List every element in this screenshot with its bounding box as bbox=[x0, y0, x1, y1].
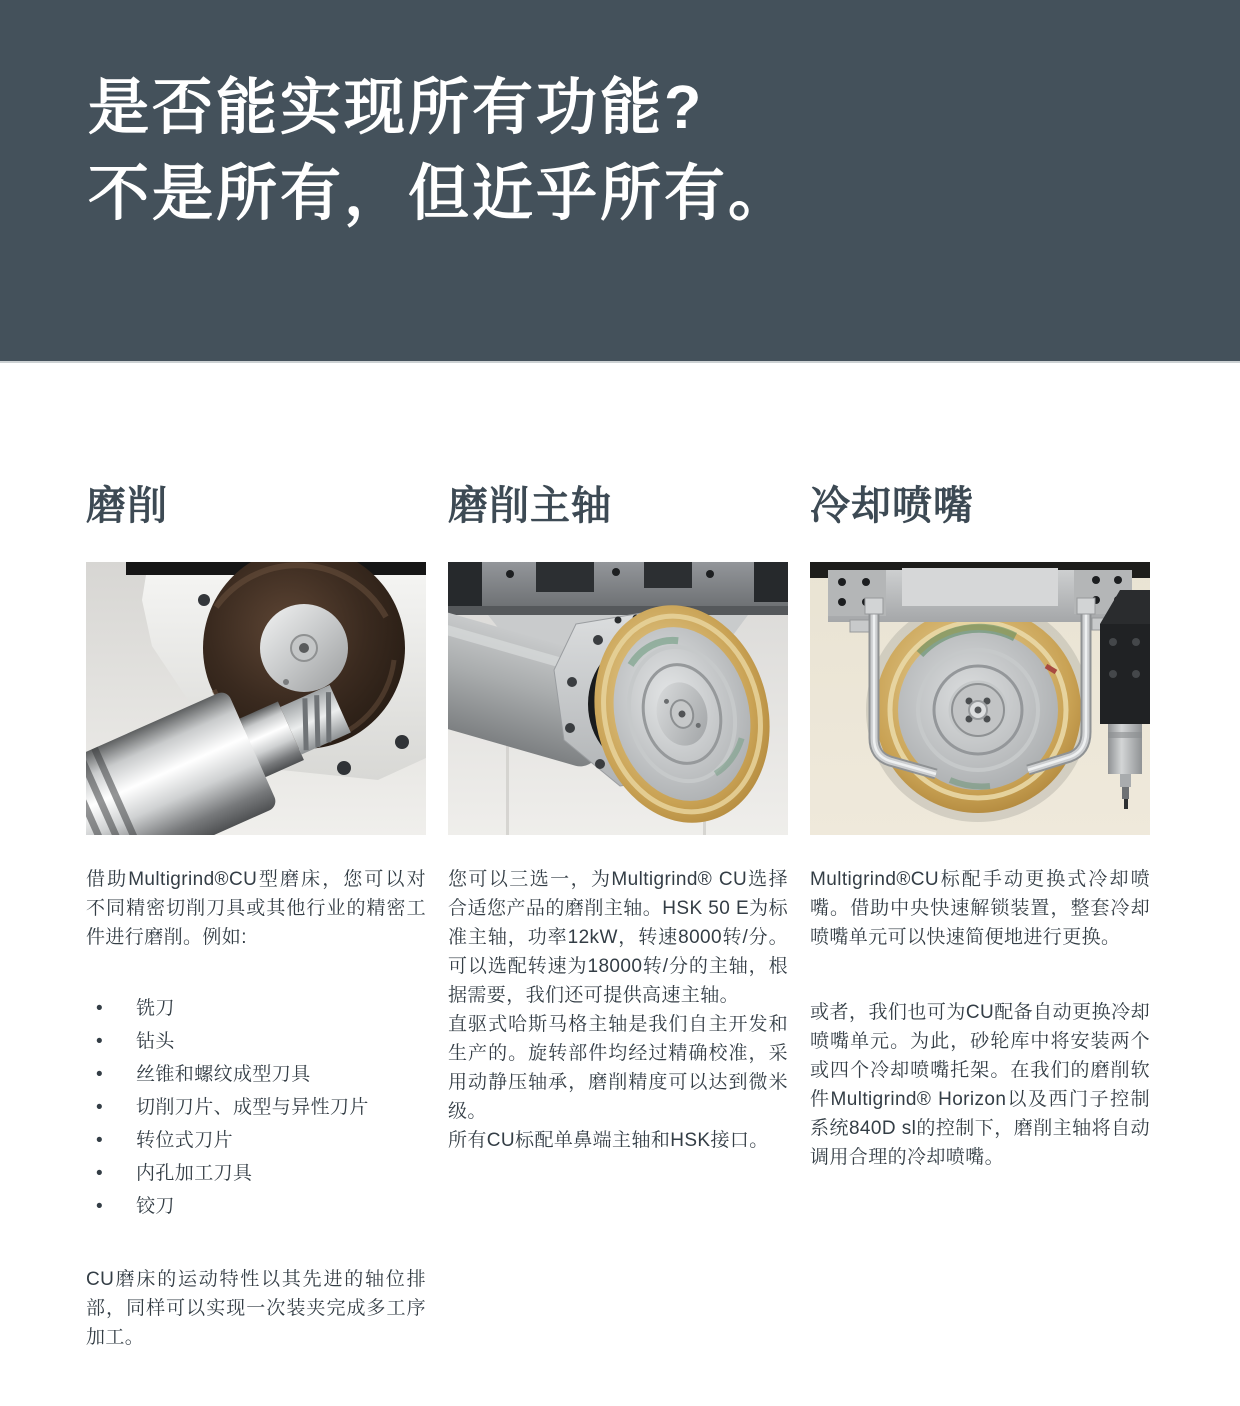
list-item: • 丝锥和螺纹成型刀具 bbox=[86, 1058, 426, 1091]
list-item: • 铰刀 bbox=[86, 1190, 426, 1223]
grinding-intro-paragraph: 借助Multigrind®CU型磨床，您可以对不同精密切削刀具或其他行业的精密工件进行磨削。例如: bbox=[86, 869, 426, 948]
grinding-spindle-photo bbox=[448, 562, 788, 835]
list-item: • 切削刀片、成型与异性刀片 bbox=[86, 1091, 426, 1124]
section-heading-grinding-spindle: 磨削主轴 bbox=[448, 484, 612, 528]
spindle-paragraph-1: 您可以三选一，为Multigrind® CU选择合适您产品的磨削主轴。HSK 50 E为标准主轴，功率12kW，转速8000转/分。可以选配转速为18000转/分的主轴，根据需要，我们还可提供高速主轴。 bbox=[448, 869, 788, 1006]
content-columns bbox=[86, 363, 1150, 1352]
hero-banner bbox=[0, 0, 1240, 363]
tool-type-list bbox=[86, 992, 426, 1223]
column-coolant-nozzle bbox=[810, 363, 1150, 1352]
list-item: • 内孔加工刀具 bbox=[86, 1157, 426, 1190]
coolant-paragraph-1: Multigrind®CU标配手动更换式冷却喷嘴。借助中央快速解锁装置，整套冷却喷嘴单元可以快速简便地进行更换。 bbox=[810, 869, 1150, 948]
column-grinding-spindle bbox=[448, 363, 788, 1352]
headline-line-1: 是否能实现所有功能? bbox=[88, 73, 705, 141]
coolant-paragraph-2: 或者，我们也可为CU配备自动更换冷却喷嘴单元。为此，砂轮库中将安装两个或四个冷却喷嘴托架。在我们的磨削软件Multigrind® Horizon以及西门子控制系统840D sl的控制下，磨削主轴将自动调用合理的冷却喷嘴。 bbox=[810, 1002, 1150, 1168]
spindle-paragraph-3: 所有CU标配单鼻端主轴和HSK接口。 bbox=[448, 1130, 769, 1151]
list-item: • 钻头 bbox=[86, 1025, 426, 1058]
list-item: • 铣刀 bbox=[86, 992, 426, 1025]
column-grinding bbox=[86, 363, 426, 1352]
grinding-closing-paragraph: CU磨床的运动特性以其先进的轴位排部，同样可以实现一次装夹完成多工序加工。 bbox=[86, 1269, 426, 1348]
headline-line-2: 不是所有，但近乎所有。 bbox=[88, 159, 793, 227]
coolant-nozzle-photo bbox=[810, 562, 1150, 835]
spindle-paragraph-2: 直驱式哈斯马格主轴是我们自主开发和生产的。旋转部件均经过精确校准，采用动静压轴承，磨削精度可以达到微米级。 bbox=[448, 1014, 788, 1122]
section-heading-grinding: 磨削 bbox=[86, 484, 168, 528]
list-item: • 转位式刀片 bbox=[86, 1124, 426, 1157]
grinding-wheel-with-end-mill-photo bbox=[86, 562, 426, 835]
section-heading-coolant-nozzle: 冷却喷嘴 bbox=[810, 484, 974, 528]
